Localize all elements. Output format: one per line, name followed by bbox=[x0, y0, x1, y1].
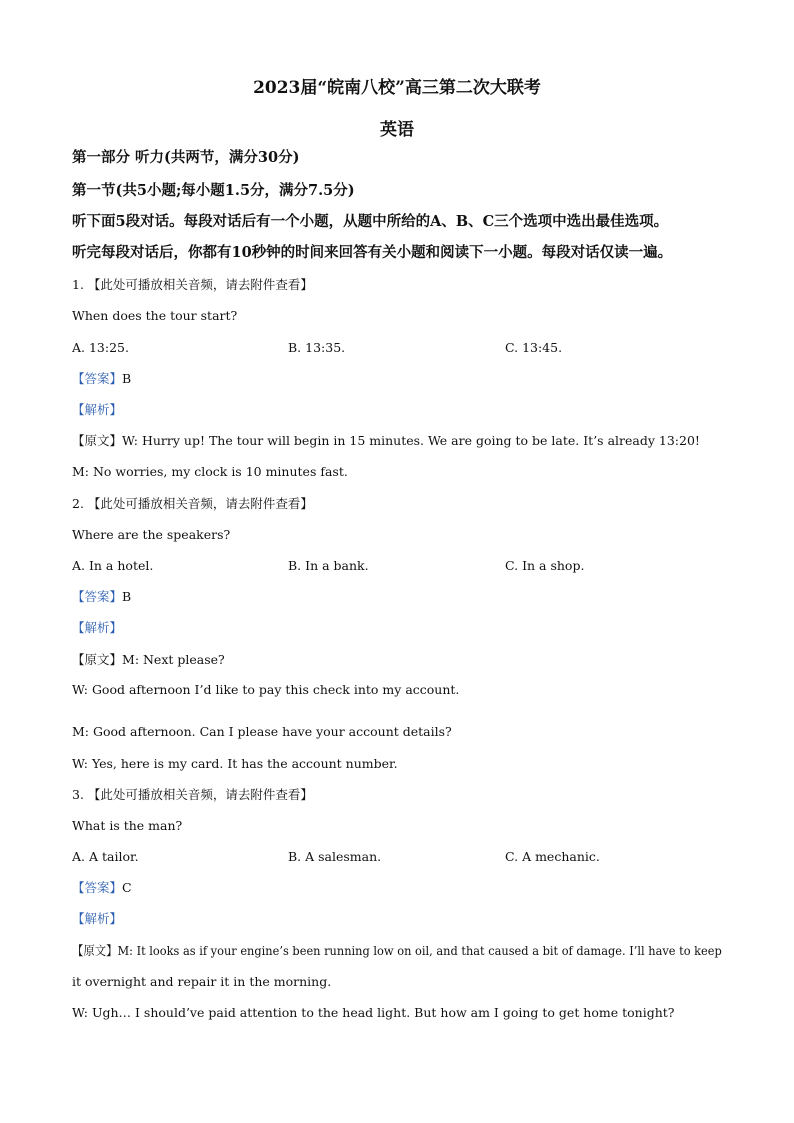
audio-prompt[interactable]: 1. 【此处可播放相关音频，请去附件查看】 bbox=[72, 277, 313, 292]
question-text: Where are the speakers? bbox=[72, 527, 231, 542]
instruction-line-1: 听下面5段对话。每段对话后有一个小题，从题中所给的A、B、C三个选项中选出最佳选项。 bbox=[72, 213, 669, 230]
option-b: B. A salesman. bbox=[288, 849, 382, 864]
transcript-line: M: No worries, my clock is 10 minutes fast. bbox=[72, 464, 348, 479]
option-c: C. 13:45. bbox=[505, 340, 563, 355]
answer-value: C bbox=[122, 880, 132, 895]
transcript-line: W: Good afternoon I’d like to pay this check into my account. bbox=[72, 682, 460, 697]
option-b: B. 13:35. bbox=[288, 340, 346, 355]
option-a: A. A tailor. bbox=[72, 849, 139, 864]
option-b: B. In a bank. bbox=[288, 558, 369, 573]
section-heading: 第一节(共5小题;每小题1.5分，满分7.5分) bbox=[72, 182, 355, 199]
transcript-line: W: Ugh… I should’ve paid attention to the head light. But how am I going to get home tonight? bbox=[72, 1005, 675, 1020]
transcript-line: W: Yes, here is my card. It has the account number. bbox=[72, 756, 398, 771]
audio-prompt[interactable]: 2. 【此处可播放相关音频，请去附件查看】 bbox=[72, 496, 313, 511]
analysis-label: 【解析】 bbox=[72, 911, 123, 926]
option-c: C. A mechanic. bbox=[505, 849, 600, 864]
analysis-label: 【解析】 bbox=[72, 620, 123, 635]
instruction-line-2: 听完每段对话后，你都有10秒钟的时间来回答有关小题和阅读下一小题。每段对话仅读一遍。 bbox=[72, 244, 673, 261]
question-text: When does the tour start? bbox=[72, 308, 238, 323]
transcript-line: M: Good afternoon. Can I please have your account details? bbox=[72, 724, 452, 739]
transcript-line: 【原文】W: Hurry up! The tour will begin in 15 minutes. We are going to be late. It’s already 13:20! bbox=[72, 433, 700, 448]
option-c: C. In a shop. bbox=[505, 558, 585, 573]
answer-line bbox=[72, 880, 132, 896]
answer-line bbox=[72, 371, 131, 387]
transcript-line: 【原文】M: Next please? bbox=[72, 652, 225, 667]
transcript-line: 【原文】M: It looks as if your engine’s been running low on oil, and that caused a bit of damage. I’ll have to keep bbox=[72, 943, 722, 958]
answer-value: B bbox=[122, 589, 132, 604]
answer-value: B bbox=[122, 371, 132, 386]
analysis-label: 【解析】 bbox=[72, 402, 123, 417]
transcript-line: it overnight and repair it in the morning. bbox=[72, 974, 332, 989]
answer-label: 【答案】 bbox=[72, 589, 123, 604]
question-text: What is the man? bbox=[72, 818, 183, 833]
subject-title: 英语 bbox=[380, 120, 414, 140]
answer-line bbox=[72, 589, 131, 605]
option-a: A. In a hotel. bbox=[72, 558, 154, 573]
part-heading: 第一部分 听力(共两节，满分30分) bbox=[72, 149, 300, 166]
option-a: A. 13:25. bbox=[72, 340, 129, 355]
exam-title: 2023届“皖南八校”高三第二次大联考 bbox=[253, 78, 541, 98]
answer-label: 【答案】 bbox=[72, 880, 123, 895]
original-label: 【原文】 bbox=[72, 652, 123, 667]
audio-prompt[interactable]: 3. 【此处可播放相关音频，请去附件查看】 bbox=[72, 787, 313, 802]
answer-label: 【答案】 bbox=[72, 371, 123, 386]
original-label: 【原文】 bbox=[72, 433, 123, 448]
original-label: 【原文】 bbox=[72, 943, 118, 958]
